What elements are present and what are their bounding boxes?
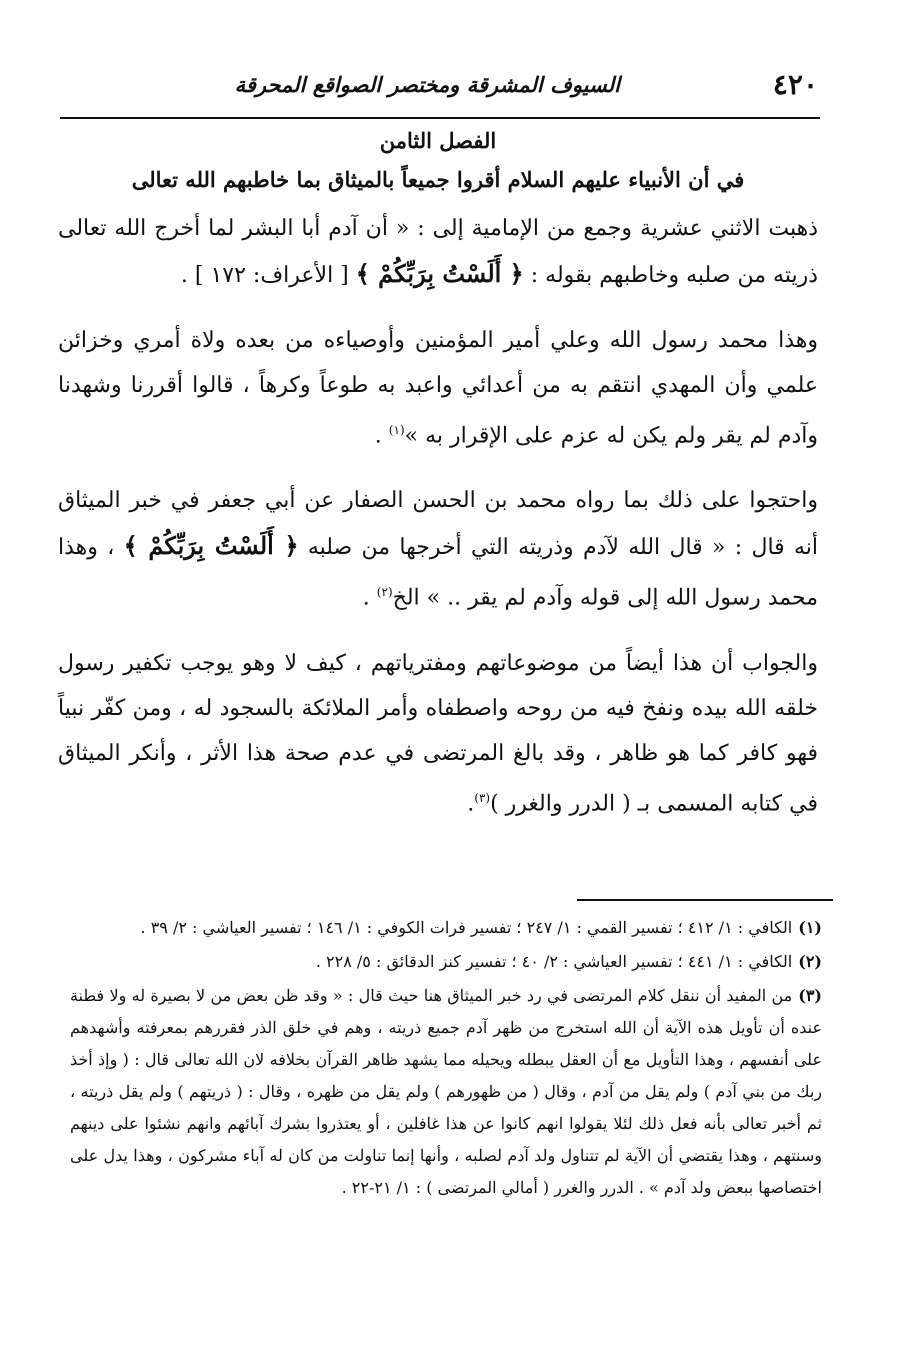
- chapter-title: الفصل الثامن: [379, 128, 497, 153]
- page-number: ٤٢٠: [772, 68, 818, 101]
- header-divider: [60, 117, 820, 119]
- quran-verse: ﴿ أَلَسْتُ بِرَبِّكُمْ ﴾: [123, 531, 299, 561]
- paragraph-text: واحتجوا على ذلك بما رواه محمد بن الحسن الصفار عن أبي جعفر في خبر الميثاق أنه قال : « قال الله لآدم وذريته التي أخرجها من صلبه: [58, 488, 818, 561]
- footnote-3: [70, 980, 822, 1204]
- paragraph-text: والجواب أن هذا أيضاً من موضوعاتهم ومفترياتهم ، كيف لا وهو يوجب تكفير رسول خلقه الله بيده ونفخ فيه من روحه واصطفاه وأمر الملائكة بالسجود له ، ومن كفّر نبياً فهو كافر كما هو ظاهر ، وقد بالغ المرتضى في عدم صحة هذا الأثر ، وأنكر الميثاق في كتابه المسمى بـ ( الدرر والغرر ): [58, 650, 818, 816]
- footnote-1: [70, 912, 822, 944]
- page-header: [60, 62, 820, 120]
- footnote-marker[interactable]: (٣): [474, 790, 491, 805]
- chapter-subtitle: في أن الأنبياء عليهم السلام أقروا جميعاً بالميثاق بما خاطبهم الله تعالى: [131, 167, 745, 192]
- paragraph-1: [58, 206, 818, 298]
- footnote-divider: [577, 899, 833, 901]
- paragraph-2: [58, 318, 818, 458]
- paragraph-text: وهذا محمد رسول الله وعلي أمير المؤمنين وأوصياءه من بعده ولاة أمري وخزائن علمي وأن المهدي انتقم به من أعدائي واعبد به طوعاً وكرهاً ، قالوا أقررنا وشهدنا وآدم لم يقر ولم يكن له عزم على الإقرار به »: [58, 328, 818, 449]
- paragraph-text: .: [362, 585, 377, 611]
- paragraph-3: [58, 478, 818, 620]
- footnote-text: الكافي : ١/ ٤١٢ ؛ تفسير القمي : ١/ ٢٤٧ ؛ تفسير فرات الكوفي : ١/ ١٤٦ ؛ تفسير العياشي : ٢/ ٣٩ .: [140, 918, 793, 937]
- footnote-number: (١): [798, 918, 822, 937]
- paragraph-text: ، وهذا محمد رسول الله إلى قوله وآدم لم يقر .. » الخ: [58, 535, 818, 611]
- paragraph-text: .: [467, 790, 475, 816]
- main-text: [58, 128, 818, 846]
- paragraph-text: ذهبت الاثني عشرية وجمع من الإمامية إلى : « أن آدم أبا البشر لما أخرج الله تعالى ذريته من صلبه وخاطبهم بقوله :: [58, 216, 818, 288]
- footnote-text: الكافي : ١/ ٤٤١ ؛ تفسير العياشي : ٢/ ٤٠ ؛ تفسير كنز الدقائق : ٥/ ٢٢٨ .: [315, 952, 793, 971]
- footnote-2: [70, 946, 822, 978]
- paragraph-text: [ الأعراف: ١٧٢ ] .: [180, 263, 356, 288]
- footnote-number: (٢): [798, 952, 822, 971]
- footnote-marker[interactable]: (١): [388, 423, 405, 437]
- quran-verse: ﴿ أَلَسْتُ بِرَبِّكُمْ ﴾: [355, 259, 524, 288]
- footnotes: [70, 912, 822, 1206]
- paragraph-4: [58, 641, 818, 826]
- footnote-text: من المفيد أن ننقل كلام المرتضى في رد خبر الميثاق هنا حيث قال : « وقد ظن بعض من لا بصيرة له ولا فطنة عنده أن تأويل هذه الآية أن الله استخرج من ظهر آدم جميع ذريته ، وهم في خلق الذر فقررهم بمعرفته وأشهدهم على أنفسهم ، وهذا التأويل مع أن العقل يبطله ويحيله مما يشهد ظاهر القرآن بخلافه لان الله تعالى قال : ( وإذ أخذ ربك من بني آدم ) ولم يقل من آدم ، وقال ( من ظهورهم ) ولم يقل من ظهره ، وقال : ( ذريتهم ) ولم يقل ذريته ، ثم أخبر تعالى بأنه فعل ذلك لئلا يقولوا انهم كانوا عن هذا غافلين ، أو يعتذروا بشرك آبائهم وانهم نشئوا على دينهم وسنتهم ، وهذا يقتضي أن الآية لم تتناول ولد آدم لصلبه ، وأنها إنما تناولت من كان له آباء مشركون ، وهذا يدل على اختصاصها ببعض ولد آدم » . الدرر والغرر ( أمالي المرتضى ) : ١/ ٢١-٢٢ .: [70, 986, 822, 1197]
- footnote-number: (٣): [798, 986, 822, 1005]
- paragraph-text: .: [374, 423, 389, 449]
- running-book-title: السيوف المشرقة ومختصر الصواقع المحرقة: [234, 72, 620, 97]
- footnote-marker[interactable]: (٢): [376, 585, 393, 600]
